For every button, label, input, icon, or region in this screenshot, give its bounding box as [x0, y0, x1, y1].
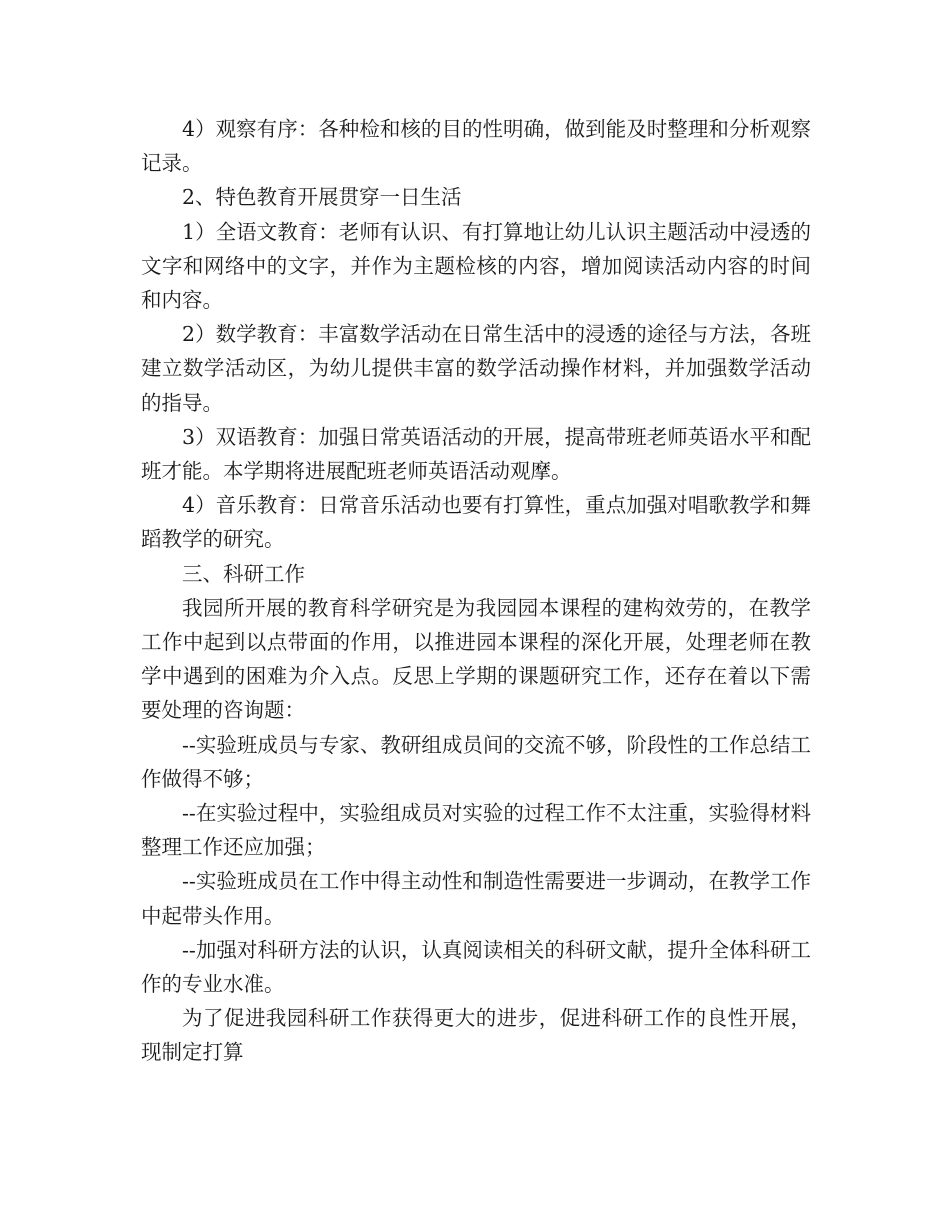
list-item-methods: --加强对科研方法的认识，认真阅读相关的科研文献，提升全体科研工作的专业水准。 — [141, 937, 811, 997]
list-item-initiative: --实验班成员在工作中得主动性和制造性需要进一步调动，在教学工作中起带头作用。 — [141, 869, 811, 928]
paragraph-plan: 为了促进我园科研工作获得更大的进步，促进科研工作的良性开展，现制定打算 — [141, 1006, 811, 1065]
paragraph-whole-language: 1）全语文教育：老师有认识、有打算地让幼儿认识主题活动中浸透的文字和网络中的文字，并作为主题检核的内容，增加阅读活动内容的时间和内容。 — [141, 219, 811, 313]
paragraph-research-intro: 我园所开展的教育科学研究是为我园园本课程的建构效劳的，在教学工作中起到以点带面的作用，以推进园本课程的深化开展，处理老师在教学中遇到的困难为介入点。反思上学期的课题研究工作，还存在着以下需要处理的咨询题： — [141, 595, 811, 723]
list-item-process: --在实验过程中，实验组成员对实验的过程工作不太注重，实验得材料整理工作还应加强； — [141, 801, 811, 860]
heading-research-work: 三、科研工作 — [182, 561, 305, 586]
paragraph-music-education: 4）音乐教育：日常音乐活动也要有打算性，重点加强对唱歌教学和舞蹈教学的研究。 — [141, 493, 811, 552]
paragraph-math-education: 2）数学教育：丰富数学活动在日常生活中的浸透的途径与方法，各班建立数学活动区，为幼儿提供丰富的数学活动操作材料，并加强数学活动的指导。 — [141, 322, 811, 415]
paragraph-observation-order: 4）观察有序：各种检和核的目的性明确，做到能及时整理和分析观察记录。 — [141, 117, 811, 176]
paragraph-bilingual-education: 3）双语教育：加强日常英语活动的开展，提高带班老师英语水平和配班才能。本学期将进展配班老师英语活动观摩。 — [141, 424, 811, 484]
list-item-communication: --实验班成员与专家、教研组成员间的交流不够，阶段性的工作总结工作做得不够； — [141, 732, 811, 791]
document-body — [141, 112, 811, 1070]
heading-special-education: 2、特色教育开展贯穿一日生活 — [182, 185, 462, 210]
